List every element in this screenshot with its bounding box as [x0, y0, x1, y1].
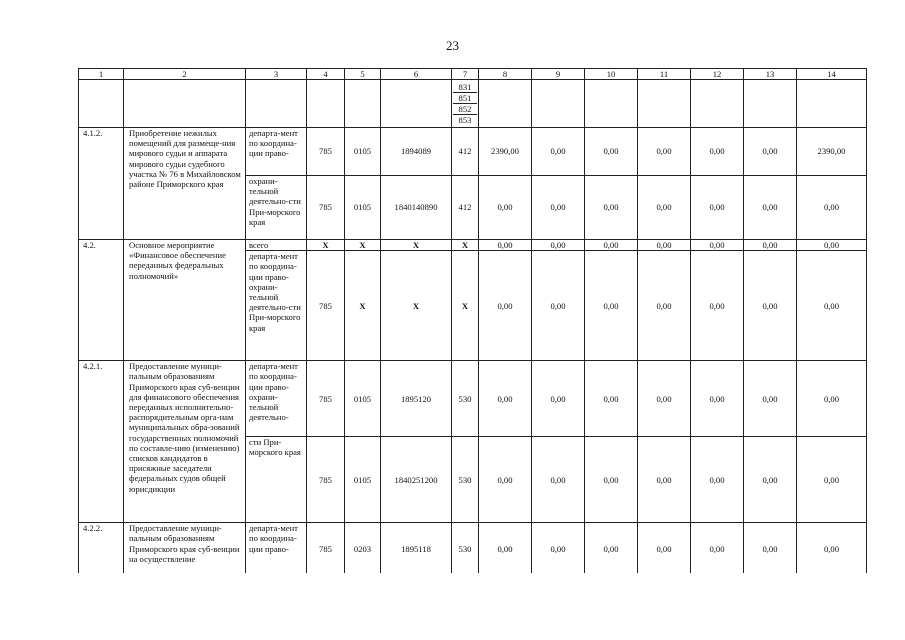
cell-amount: 0,00 [532, 240, 585, 251]
cell-amount: 0,00 [797, 251, 867, 361]
cell-amount: 0,00 [744, 128, 797, 176]
department-cell: департа-мент по координа-ции право- [246, 523, 307, 573]
column-header: 9 [532, 69, 585, 80]
cell-amount: 0,00 [585, 240, 638, 251]
cell-amount: 0,00 [532, 176, 585, 240]
cell-amount: 0,00 [691, 176, 744, 240]
department-cell: департа-мент по координа-ции право- [246, 128, 307, 176]
cell-grbs: 785 [307, 523, 345, 573]
cell-expense-type: 412 [452, 128, 479, 176]
cell-target-article: 1895120 [381, 361, 452, 437]
table-row [79, 80, 867, 128]
cell-amount: 0,00 [691, 240, 744, 251]
column-header: 6 [381, 69, 452, 80]
total-label: всего [246, 240, 307, 251]
cell-amount: 0,00 [691, 128, 744, 176]
cell-amount: 0,00 [691, 437, 744, 523]
cell-amount: 0,00 [585, 128, 638, 176]
column-header-row [79, 69, 867, 80]
cell-amount: 0,00 [532, 523, 585, 573]
column-header: 10 [585, 69, 638, 80]
cell-amount: 0,00 [479, 240, 532, 251]
cell-target-article: 1840140890 [381, 176, 452, 240]
table-row [79, 128, 867, 176]
cell-grbs: Х [307, 240, 345, 251]
item-number: 4.1.2. [79, 128, 124, 240]
item-description: Предоставление муници-пальным образованиям Приморского края суб-венции на осуществление [124, 523, 246, 573]
column-header: 14 [797, 69, 867, 80]
table-viewport [78, 68, 868, 573]
cell-amount: 0,00 [744, 437, 797, 523]
cell-amount: 0,00 [532, 128, 585, 176]
cell-amount: 0,00 [585, 361, 638, 437]
department-cell: сти При-морского края [246, 437, 307, 523]
expense-code: 831 [453, 82, 477, 93]
item-number: 4.2. [79, 240, 124, 361]
column-header: 8 [479, 69, 532, 80]
page-number: 23 [446, 38, 459, 53]
cell-amount: 0,00 [532, 437, 585, 523]
table-row [79, 240, 867, 251]
cell-amount: 0,00 [744, 176, 797, 240]
cell-amount: 2390,00 [479, 128, 532, 176]
cell-amount: 0,00 [479, 176, 532, 240]
cell-amount: 0,00 [638, 240, 691, 251]
cell-amount: 0,00 [691, 523, 744, 573]
cell-amount: 0,00 [691, 251, 744, 361]
cell-amount: 0,00 [532, 361, 585, 437]
item-description: Основное мероприятие «Финансовое обеспечение переданных федеральных полномочий» [124, 240, 246, 361]
cell-amount: 0,00 [638, 176, 691, 240]
cell-amount: 0,00 [744, 523, 797, 573]
cell-section: Х [345, 240, 381, 251]
cell-amount: 0,00 [479, 523, 532, 573]
cell-amount: 0,00 [638, 437, 691, 523]
cell-target-article: 1895118 [381, 523, 452, 573]
cell-amount: 0,00 [797, 437, 867, 523]
cell-expense-type: 530 [452, 361, 479, 437]
cell-amount: 0,00 [691, 361, 744, 437]
department-cell: департа-мент по координа-ции право-охрани-тельной деятельно- [246, 361, 307, 437]
item-number: 4.2.1. [79, 361, 124, 523]
cell-amount: 2390,00 [797, 128, 867, 176]
expense-code: 852 [453, 104, 477, 115]
cell-section: 0105 [345, 176, 381, 240]
cell-grbs: 785 [307, 251, 345, 361]
cell-amount: 0,00 [638, 128, 691, 176]
cell-target-article: 1894089 [381, 128, 452, 176]
cell-target-article: Х [381, 240, 452, 251]
cell-amount: 0,00 [797, 361, 867, 437]
cell-section: 0105 [345, 437, 381, 523]
cell-section: 0203 [345, 523, 381, 573]
column-header: 5 [345, 69, 381, 80]
cell-amount: 0,00 [585, 251, 638, 361]
department-cell: охрани-тельной деятельно-сти При-морского края [246, 176, 307, 240]
cell-section: 0105 [345, 361, 381, 437]
cell-amount: 0,00 [638, 523, 691, 573]
column-header: 3 [246, 69, 307, 80]
cell-amount: 0,00 [744, 361, 797, 437]
item-description: Предоставление муници-пальным образованиям Приморского края суб-венции для финансового обеспечения переданных исполнительно-распорядительным орга-нам муниципальных обра-зований государственных полномочий по составле-нию (изменению) списков кандидатов в присяжные заседатели федеральных судов общей юрисдикции [124, 361, 246, 523]
cell-amount: 0,00 [585, 437, 638, 523]
column-header: 12 [691, 69, 744, 80]
cell-section: 0105 [345, 128, 381, 176]
cell-section: Х [345, 251, 381, 361]
cell-expense-type: 530 [452, 437, 479, 523]
cell-amount: 0,00 [479, 437, 532, 523]
cell-grbs: 785 [307, 176, 345, 240]
item-description: Приобретение нежилых помещений для размеще-ния мирового судьи и аппарата мирового судьи судебного участка № 76 в Михайловском районе Приморского края [124, 128, 246, 240]
cell-amount: 0,00 [638, 361, 691, 437]
cell-expense-type: 412 [452, 176, 479, 240]
cell-expense-type: Х [452, 251, 479, 361]
column-header: 4 [307, 69, 345, 80]
cell-amount: 0,00 [797, 176, 867, 240]
expense-code: 853 [458, 115, 472, 125]
cell-target-article: Х [381, 251, 452, 361]
cell-expense-type: 530 [452, 523, 479, 573]
cell-amount: 0,00 [479, 361, 532, 437]
cell-amount: 0,00 [638, 251, 691, 361]
cell-amount: 0,00 [585, 176, 638, 240]
cell-amount: 0,00 [797, 523, 867, 573]
expense-code: 851 [453, 93, 477, 104]
column-header: 2 [124, 69, 246, 80]
cell-grbs: 785 [307, 437, 345, 523]
cell-amount: 0,00 [744, 251, 797, 361]
cell-amount: 0,00 [479, 251, 532, 361]
cell-amount: 0,00 [585, 523, 638, 573]
item-number: 4.2.2. [79, 523, 124, 573]
column-header: 7 [452, 69, 479, 80]
budget-table [78, 68, 867, 573]
cell-target-article: 1840251200 [381, 437, 452, 523]
cell-grbs: 785 [307, 128, 345, 176]
cell-amount: 0,00 [532, 251, 585, 361]
department-cell: департа-мент по координа-ции право-охрани-тельной деятельно-сти При-морского края [246, 251, 307, 361]
column-header: 1 [79, 69, 124, 80]
cell-grbs: 785 [307, 361, 345, 437]
cell-amount: 0,00 [744, 240, 797, 251]
cell-amount: 0,00 [797, 240, 867, 251]
table-row [79, 361, 867, 437]
column-header: 13 [744, 69, 797, 80]
table-row [79, 523, 867, 573]
cell-expense-type: Х [452, 240, 479, 251]
column-header: 11 [638, 69, 691, 80]
expense-type-codes [452, 80, 479, 128]
